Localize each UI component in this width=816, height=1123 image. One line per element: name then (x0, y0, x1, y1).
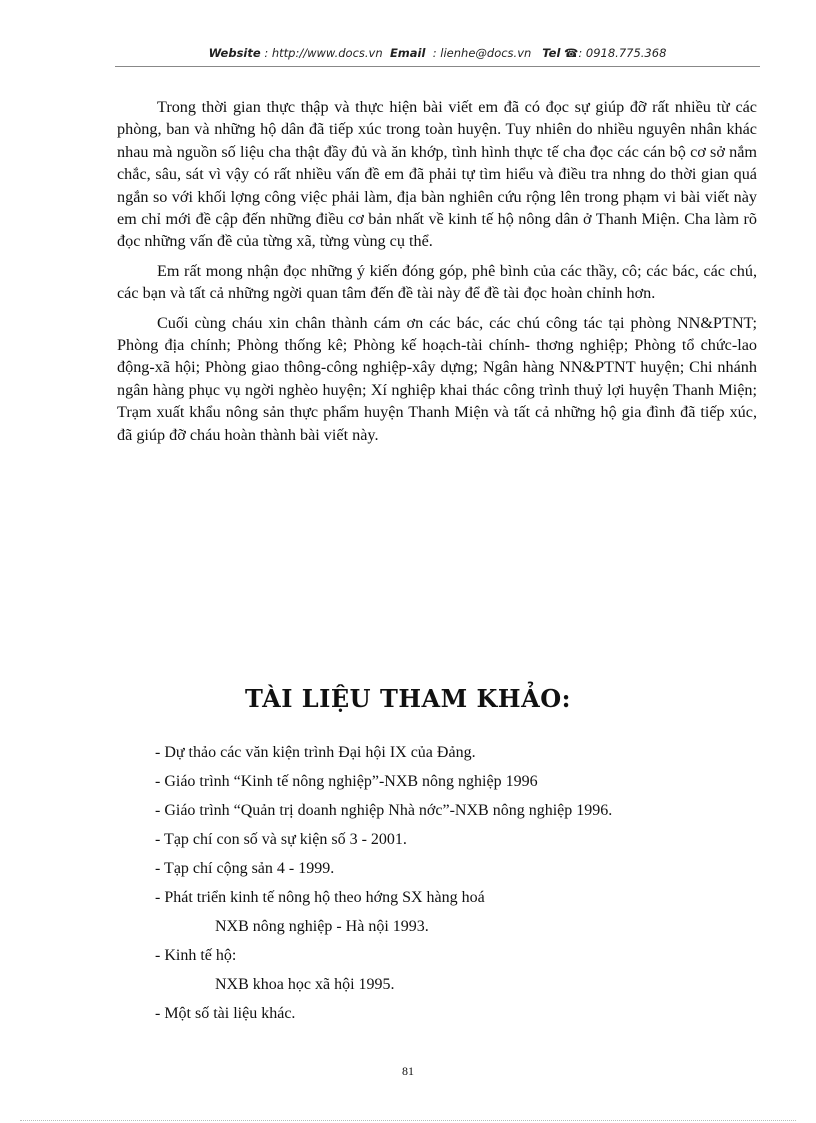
reference-item-publisher: NXB khoa học xã hội 1995. (215, 976, 395, 993)
email-label: Email (389, 46, 426, 60)
page-number: 81 (402, 1064, 414, 1078)
page-header (115, 46, 760, 60)
reference-item: - Tạp chí cộng sản 4 - 1999. (155, 860, 335, 877)
references-list (155, 738, 755, 1028)
reference-item: - Dự thảo các văn kiện trình Đại hội IX của Đảng. (155, 744, 476, 761)
tel-label: Tel (542, 46, 561, 60)
website-label: Website (208, 46, 261, 60)
email-value: : lienhe@docs.vn (432, 46, 532, 60)
header-divider (115, 66, 760, 67)
reference-item: - Tạp chí con số và sự kiện số 3 - 2001. (155, 831, 407, 848)
references-title: TÀI LIỆU THAM KHẢO: (245, 684, 571, 713)
reference-item: - Kinh tế hộ: (155, 947, 237, 964)
tel-value: : 0918.775.368 (578, 46, 667, 60)
paragraph-2: Em rất mong nhận đọc những ý kiến đóng góp, phê bình của các thầy, cô; các bác, các chú, các bạn và tất cả những ngời quan tâm đến đề tài này để đề tài đọc hoàn chỉnh hơn. (117, 261, 757, 303)
reference-item: - Một số tài liệu khác. (155, 1005, 296, 1022)
phone-icon: ☎ (564, 46, 579, 60)
acknowledgement-text (117, 96, 757, 453)
reference-item: - Giáo trình “Kinh tế nông nghiệp”-NXB nông nghiệp 1996 (155, 773, 538, 790)
reference-item-publisher: NXB nông nghiệp - Hà nội 1993. (215, 918, 429, 935)
reference-item: - Giáo trình “Quản trị doanh nghiệp Nhà nớc”-NXB nông nghiệp 1996. (155, 802, 613, 819)
paragraph-3: Cuối cùng cháu xin chân thành cám ơn các bác, các chú công tác tại phòng NN&PTNT; Phòng địa chính; Phòng thống kê; Phòng kế hoạch-tài chính- thơng nghiệp; Phòng tổ chức-lao động-xã hội; Phòng giao thông-công nghiệp-xây dựng; Ngân hàng NN&PTNT huyện; Chi nhánh ngân hàng phục vụ ngời nghèo huyện; Xí nghiệp khai thác công trình thuỷ lợi huyện Thanh Miện; Trạm xuất khẩu nông sản thực phẩm huyện Thanh Miện và tất cả những hộ gia đình đã tiếp xúc, đã giúp đỡ cháu hoàn thành bài viết này. (117, 313, 757, 444)
reference-item: - Phát triển kinh tế nông hộ theo hớng SX hàng hoá (155, 889, 485, 906)
paragraph-1: Trong thời gian thực thập và thực hiện bài viết em đã có đọc sự giúp đỡ rất nhiều từ các phòng, ban và những hộ dân đã tiếp xúc trong toàn huyện. Tuy nhiên do nhiều nguyên nhân khác nhau mà nguồn số liệu cha thật đầy đủ và ăn khớp, tình hình thực tế cha đọc các cán bộ cơ sở nắm chắc, sâu, sát vì vậy có rất nhiều vấn đề em đã phải tự tìm hiểu và điều tra nhng do thời gian quá ngắn so với khối lợng công việc phải làm, địa bàn nghiên cứu rộng lên trong phạm vi bài viết này em chỉ mới đề cập đến những điều cơ bản nhất về kinh tế hộ nông dân ở Thanh Miện. Cha làm rõ đọc những vấn đề của từng xã, từng vùng cụ thể. (117, 98, 757, 251)
footer-divider (20, 1120, 796, 1121)
website-value: : http://www.docs.vn (264, 46, 383, 60)
